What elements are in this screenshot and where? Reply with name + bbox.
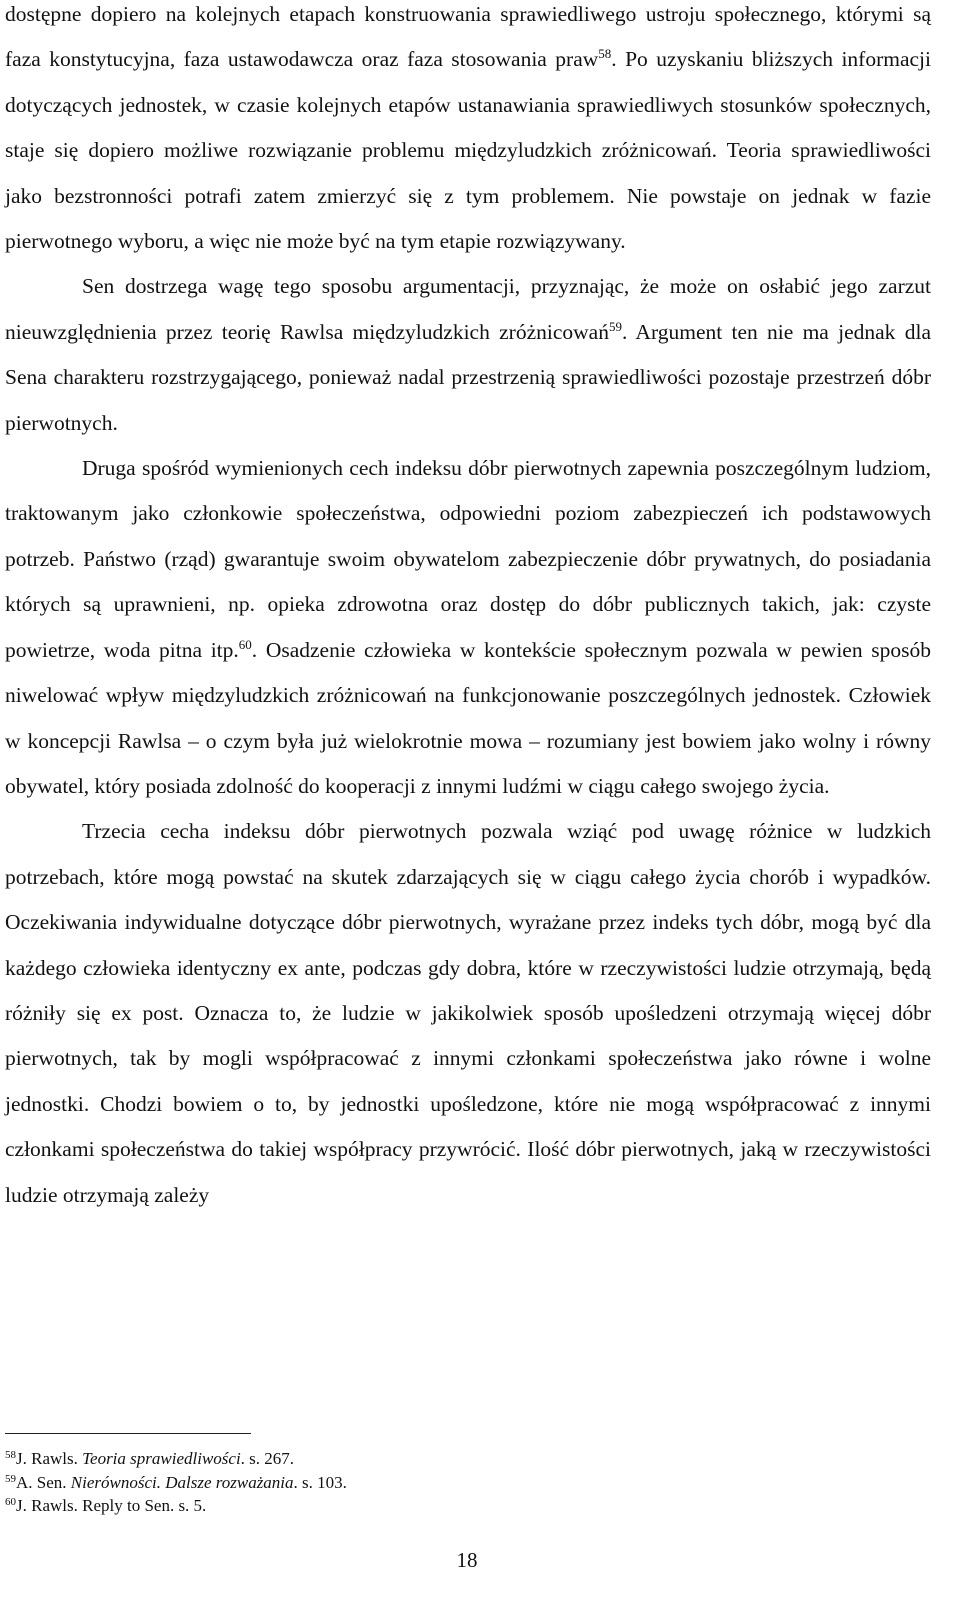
footnote-reference-marker: 58 <box>598 46 612 62</box>
paragraph-text: Druga spośród wymienionych cech indeksu dóbr pierwotnych zapewnia poszczególnym ludziom, traktowanym jako członkowie społeczeństwa, odpowiedni poziom zabezpieczeń ich podstawowych potrzeb. Państwo (rząd) gwarantuje swoim obywatelom zabezpieczenie dóbr prywatnych, do posiadania których są uprawnieni, np. opieka zdrowotna oraz dostęp do dóbr publicznych takich, jak: czyste powietrze, woda pitna itp. <box>5 456 931 662</box>
paragraph <box>5 446 931 809</box>
footnote-59 <box>5 1471 905 1495</box>
footnote-author: J. Rawls. <box>16 1449 83 1468</box>
footnote-reference-marker: 59 <box>608 318 622 334</box>
footnote-number: 59 <box>5 1472 16 1485</box>
footnote-58 <box>5 1447 905 1471</box>
paragraph <box>5 264 931 446</box>
footnote-reference: . s. 103. <box>293 1472 347 1492</box>
paragraph-text: Sen dostrzega wagę tego sposobu argumentacji, przyznając, że może on osłabić jego zarzut nieuwzględnienia przez teorię Rawlsa międzyludzkich zróżnicowań <box>5 274 931 344</box>
paragraph <box>5 809 931 1218</box>
footnote-reference-marker: 60 <box>238 636 252 652</box>
paragraph-text: . Osadzenie człowieka w kontekście społecznym pozwala w pewien sposób niwelować wpływ międzyludzkich zróżnicowań na funkcjonowanie poszczególnych jednostek. Człowiek w koncepcji Rawlsa – o czym była już wielokrotnie mowa – rozumiany jest bowiem jako wolny i równy obywatel, który posiada zdolność do kooperacji z innymi ludźmi w ciągu całego swojego życia. <box>5 637 931 798</box>
body-text <box>5 0 931 1218</box>
paragraph-text: . Argument ten nie ma jednak dla Sena charakteru rozstrzygającego, ponieważ nadal przestrzenią sprawiedliwości pozostaje przestrzeń dóbr pierwotnych. <box>5 319 931 435</box>
footnote-60 <box>5 1494 905 1518</box>
paragraph-text: . Po uzyskaniu bliższych informacji dotyczących jednostek, w czasie kolejnych etapów ustanawiania sprawiedliwych stosunków społecznych, staje się dopiero możliwe rozwiązanie problemu międzyludzkich zróżnicowań. Teoria sprawiedliwości jako bezstronności potrafi zatem zmierzyć się z tym problemem. Nie powstaje on jednak w fazie pierwotnego wyboru, a więc nie może być na tym etapie rozwiązywany. <box>5 47 931 254</box>
footnote-title: Nierówności. Dalsze rozważania <box>70 1472 294 1492</box>
footnote-number: 58 <box>5 1449 16 1461</box>
footnote-title: Teoria sprawiedliwości <box>82 1449 241 1468</box>
footnote-author: J. Rawls. Reply to Sen. s. 5. <box>16 1496 207 1515</box>
footnote-reference: . s. 267. <box>240 1449 295 1468</box>
paragraph-text: dostępne dopiero na kolejnych etapach konstruowania sprawiedliwego ustroju społecznego, którymi są faza konstytucyjna, faza ustawodawcza oraz faza stosowania praw <box>5 2 931 72</box>
footnote-author: A. Sen. <box>16 1472 71 1492</box>
footnote-number: 60 <box>5 1496 16 1508</box>
page-number: 18 <box>456 1548 478 1572</box>
footnotes <box>5 1447 905 1518</box>
paragraph <box>5 0 931 264</box>
paragraph-text: Trzecia cecha indeksu dóbr pierwotnych pozwala wziąć pod uwagę różnice w ludzkich potrzebach, które mogą powstać na skutek zdarzających się w ciągu całego życia chorób i wypadków. Oczekiwania indywidualne dotyczące dóbr pierwotnych, wyrażane przez indeks tych dóbr, mogą być dla każdego człowieka identyczny ex ante, podczas gdy dobra, które w rzeczywistości ludzie otrzymają, będą różniły się ex post. Oznacza to, że ludzie w jakikolwiek sposób upośledzeni otrzymają więcej dóbr pierwotnych, tak by mogli współpracować z innymi członkami społeczeństwa jako równe i wolne jednostki. Chodzi bowiem o to, by jednostki upośledzone, które nie mogą współpracować z innymi członkami społeczeństwa do takiej współpracy przywrócić. Ilość dóbr pierwotnych, jaką w rzeczywistości ludzie otrzymają zależy <box>5 819 931 1207</box>
footnote-separator <box>5 1433 251 1434</box>
